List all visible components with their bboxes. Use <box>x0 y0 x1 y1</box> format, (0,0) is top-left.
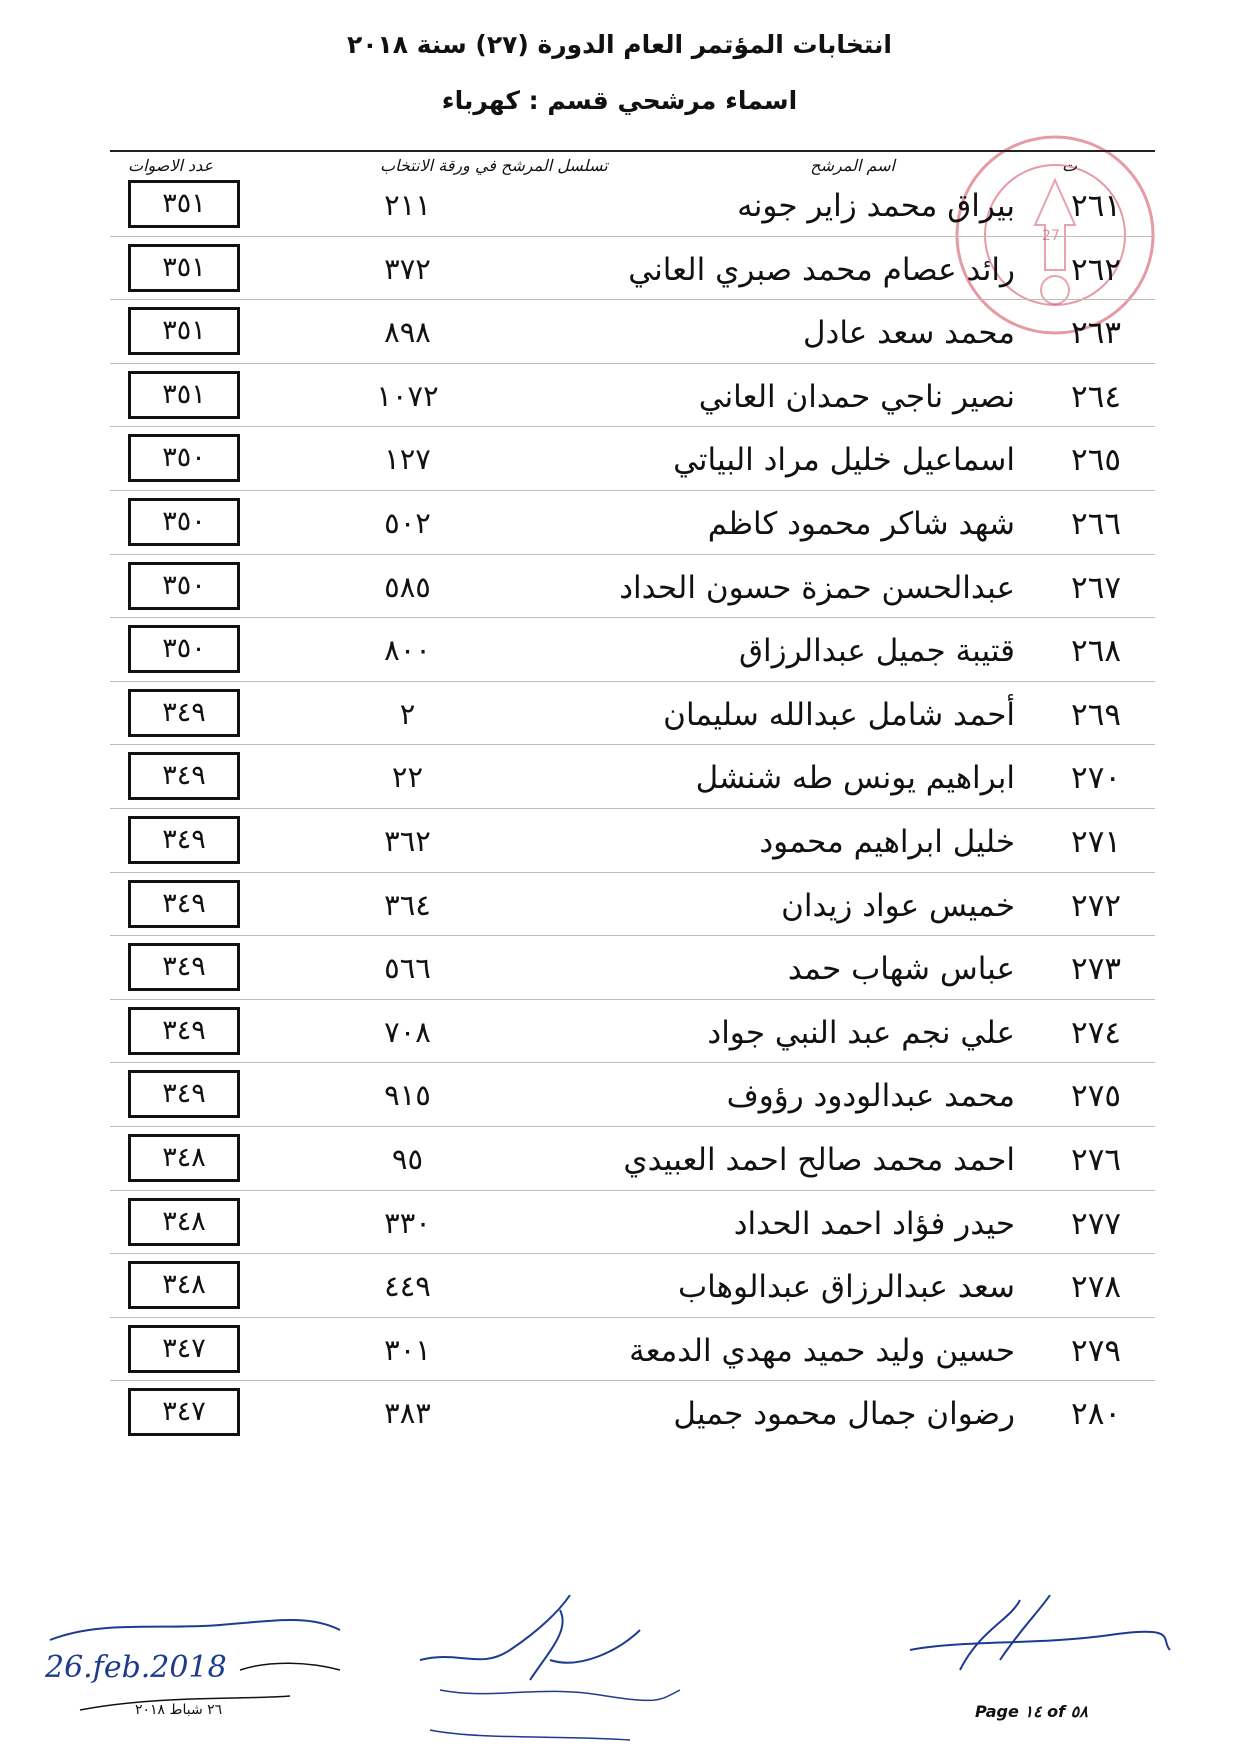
table-row <box>110 687 1155 749</box>
column-header-number: ت <box>1061 156 1077 175</box>
table-row <box>110 1196 1155 1258</box>
table-row <box>110 369 1155 431</box>
vote-count-box: ٣٤٩ <box>128 943 240 991</box>
candidate-number: ٢٧١ <box>1071 824 1121 860</box>
candidate-number: ٢٦٧ <box>1071 569 1121 606</box>
candidate-name: اسماعيل خليل مراد البياتي <box>673 442 1015 479</box>
candidate-name: خميس عواد زيدان <box>781 887 1015 924</box>
vote-count-box: ٣٤٩ <box>128 1070 240 1118</box>
ballot-serial: ٨٠٠ <box>384 633 431 668</box>
candidate-name: رائد عصام محمد صبري العاني <box>628 251 1015 288</box>
handwritten-date: 26.feb.2018 <box>45 1650 227 1685</box>
candidate-number: ٢٦٦ <box>1071 506 1121 542</box>
ballot-serial: ٥٦٦ <box>384 951 431 986</box>
vote-count-box: ٣٤٨ <box>128 1134 240 1182</box>
vote-count-box: ٣٥١ <box>128 371 240 419</box>
vote-count-box: ٣٥٠ <box>128 498 240 546</box>
row-divider <box>110 1126 1155 1127</box>
candidate-name: عباس شهاب حمد <box>787 951 1015 988</box>
table-row <box>110 1386 1155 1448</box>
candidate-number: ٢٦٢ <box>1071 251 1121 288</box>
row-divider <box>110 363 1155 364</box>
ballot-serial: ٥٠٢ <box>384 506 431 540</box>
ballot-serial: ٢ <box>399 696 416 731</box>
printed-date: ٢٦ شباط ٢٠١٨ <box>135 1702 223 1718</box>
candidate-name: خليل ابراهيم محمود <box>759 824 1015 860</box>
signature-middle <box>400 1590 700 1750</box>
candidate-number: ٢٦٥ <box>1071 442 1121 479</box>
ballot-serial: ٢٢ <box>391 760 424 795</box>
column-header-serial: تسلسل المرشح في ورقة الانتخاب <box>380 156 608 175</box>
table-row <box>110 1132 1155 1194</box>
candidate-name: حسين وليد حميد مهدي الدمعة <box>629 1332 1015 1369</box>
row-divider <box>110 1317 1155 1318</box>
candidate-name: شهد شاكر محمود كاظم <box>707 506 1015 542</box>
table-row <box>110 1323 1155 1385</box>
page-number: Page ١٤ of ٥٨ <box>975 1702 1088 1721</box>
candidate-name: محمد سعد عادل <box>803 315 1015 352</box>
vote-count-box: ٣٤٩ <box>128 752 240 800</box>
vote-count-box: ٣٥٠ <box>128 562 240 610</box>
candidate-name: احمد محمد صالح احمد العبيدي <box>623 1142 1015 1178</box>
candidate-number: ٢٧٧ <box>1071 1205 1121 1242</box>
table-row <box>110 1068 1155 1130</box>
ballot-serial: ٣٦٢ <box>384 824 431 858</box>
candidate-number: ٢٨٠ <box>1071 1396 1121 1433</box>
vote-count-box: ٣٤٩ <box>128 689 240 737</box>
candidate-number: ٢٦٣ <box>1071 315 1121 352</box>
vote-count-box: ٣٥١ <box>128 180 240 228</box>
table-row <box>110 878 1155 940</box>
row-divider <box>110 617 1155 618</box>
table-header <box>110 150 1155 180</box>
row-divider <box>110 426 1155 427</box>
candidate-number: ٢٦٩ <box>1071 696 1121 733</box>
row-divider <box>110 681 1155 682</box>
stamp-number: 27 <box>1042 228 1060 244</box>
table-row <box>110 432 1155 494</box>
row-divider <box>110 1380 1155 1381</box>
ballot-serial: ٥٨٥ <box>384 569 431 604</box>
ballot-serial: ٣٦٤ <box>384 887 431 922</box>
ballot-serial: ٢١١ <box>384 188 431 222</box>
candidate-number: ٢٧٩ <box>1071 1332 1121 1369</box>
table-row <box>110 623 1155 685</box>
row-divider <box>110 935 1155 936</box>
candidate-name: أحمد شامل عبدالله سليمان <box>663 696 1015 733</box>
vote-count-box: ٣٤٨ <box>128 1198 240 1246</box>
candidate-name: سعد عبدالرزاق عبدالوهاب <box>677 1269 1015 1306</box>
table-row <box>110 814 1155 876</box>
table-row <box>110 1005 1155 1067</box>
ballot-serial: ١٢٧ <box>384 442 431 477</box>
candidate-name: نصير ناجي حمدان العاني <box>698 378 1015 415</box>
row-divider <box>110 744 1155 745</box>
candidate-number: ٢٦٤ <box>1071 378 1121 415</box>
vote-count-box: ٣٤٩ <box>128 816 240 864</box>
candidate-number: ٢٦١ <box>1071 188 1121 224</box>
ballot-serial: ٣٠١ <box>384 1332 431 1367</box>
vote-count-box: ٣٤٩ <box>128 1007 240 1055</box>
row-divider <box>110 554 1155 555</box>
row-divider <box>110 299 1155 300</box>
table-row <box>110 496 1155 558</box>
candidate-name: رضوان جمال محمود جميل <box>673 1396 1015 1433</box>
ballot-serial: ٣٧٢ <box>384 251 431 286</box>
ballot-serial: ٤٤٩ <box>384 1269 431 1304</box>
candidate-name: بيراق محمد زاير جونه <box>737 188 1015 224</box>
candidate-number: ٢٧٠ <box>1071 760 1121 797</box>
candidate-name: علي نجم عبد النبي جواد <box>707 1014 1015 1051</box>
ballot-serial: ٣٨٣ <box>384 1396 431 1431</box>
candidate-number: ٢٧٤ <box>1071 1014 1121 1051</box>
row-divider <box>110 872 1155 873</box>
row-divider <box>110 236 1155 237</box>
candidate-name: حيدر فؤاد احمد الحداد <box>733 1205 1015 1242</box>
signatures-area <box>0 1590 1239 1750</box>
column-header-votes: عدد الاصوات <box>128 156 214 175</box>
table-row <box>110 941 1155 1003</box>
table-row <box>110 242 1155 304</box>
candidate-number: ٢٧٥ <box>1071 1078 1121 1115</box>
table-row <box>110 560 1155 622</box>
ballot-serial: ٧٠٨ <box>384 1014 431 1049</box>
candidate-name: عبدالحسن حمزة حسون الحداد <box>619 569 1015 606</box>
vote-count-box: ٣٥١ <box>128 244 240 292</box>
ballot-serial: ٩١٥ <box>384 1078 431 1113</box>
row-divider <box>110 1062 1155 1063</box>
row-divider <box>110 1190 1155 1191</box>
candidate-number: ٢٦٨ <box>1071 633 1121 670</box>
candidate-number: ٢٧٣ <box>1071 951 1121 988</box>
ballot-serial: ٨٩٨ <box>384 315 431 350</box>
candidate-name: محمد عبدالودود رؤوف <box>726 1078 1015 1115</box>
table-row <box>110 1259 1155 1321</box>
ballot-serial: ١٠٧٢ <box>376 378 439 413</box>
document-subtitle: اسماء مرشحي قسم : كهرباء <box>441 86 798 115</box>
vote-count-box: ٣٤٧ <box>128 1388 240 1436</box>
row-divider <box>110 999 1155 1000</box>
row-divider <box>110 1253 1155 1254</box>
row-divider <box>110 490 1155 491</box>
vote-count-box: ٣٥٠ <box>128 434 240 482</box>
candidate-number: ٢٧٨ <box>1071 1269 1121 1306</box>
vote-count-box: ٣٥١ <box>128 307 240 355</box>
table-row <box>110 750 1155 812</box>
ballot-serial: ٣٣٠ <box>384 1205 431 1240</box>
vote-count-box: ٣٤٩ <box>128 880 240 928</box>
table-row <box>110 178 1155 240</box>
column-header-name: اسم المرشح <box>810 156 895 175</box>
row-divider <box>110 808 1155 809</box>
vote-count-box: ٣٤٧ <box>128 1325 240 1373</box>
vote-count-box: ٣٥٠ <box>128 625 240 673</box>
document-title: انتخابات المؤتمر العام الدورة (٢٧) سنة ٢٠١٨ <box>346 30 893 59</box>
candidate-name: قتيبة جميل عبدالرزاق <box>738 633 1015 670</box>
candidate-number: ٢٧٦ <box>1071 1142 1121 1178</box>
candidate-name: ابراهيم يونس طه شنشل <box>695 760 1015 797</box>
vote-count-box: ٣٤٨ <box>128 1261 240 1309</box>
candidate-number: ٢٧٢ <box>1071 887 1121 924</box>
ballot-serial: ٩٥ <box>391 1142 424 1176</box>
signature-right <box>880 1590 1180 1710</box>
table-row <box>110 305 1155 367</box>
